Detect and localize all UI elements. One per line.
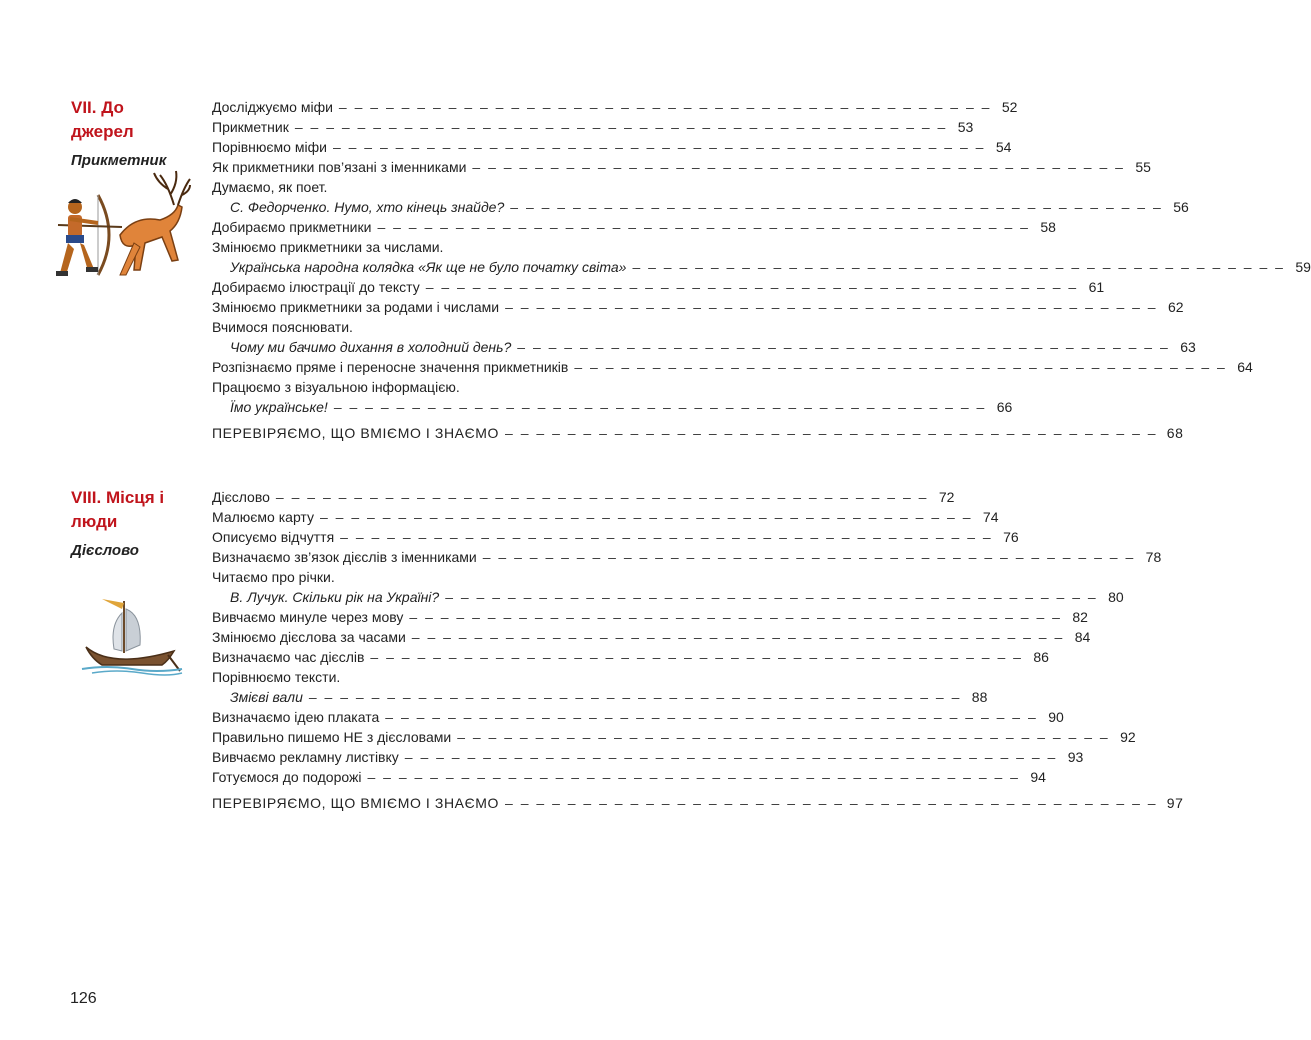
toc-list: [212, 487, 1184, 813]
toc-entry: Порівнюємо тексти.: [212, 669, 341, 685]
ship-icon: [82, 599, 182, 675]
toc-entry[interactable]: Змієві вали – – – – – – – – – – – – – – – – – – – – – – – – – – – – – – – – – – – – – – – – – – 88: [230, 689, 988, 705]
section-title: VIII. Місця і люди: [71, 488, 165, 531]
toc-entry[interactable]: Їмо українське! – – – – – – – – – – – – – – – – – – – – – – – – – – – – – – – – – – – – – – – – – – 66: [230, 399, 1013, 415]
toc-entry[interactable]: Добираємо прикметники – – – – – – – – – – – – – – – – – – – – – – – – – – – – – – – – – – – – – – – – – – 58: [212, 219, 1056, 235]
toc-entry[interactable]: Чому ми бачимо дихання в холодний день? – – – – – – – – – – – – – – – – – – – – – – – – – – – – – – – – – – – – – – – – – – 63: [230, 339, 1196, 355]
sailing-ship-illustration: [82, 595, 182, 675]
toc-entry-review[interactable]: ПЕРЕВІРЯЄМО, ЩО ВМІЄМО І ЗНАЄМО – – – – – – – – – – – – – – – – – – – – – – – – – – – – – – – – – – – – – – – – – – 97: [212, 795, 1184, 811]
page-number: 126: [70, 990, 97, 1007]
toc-entry[interactable]: Досліджуємо міфи – – – – – – – – – – – – – – – – – – – – – – – – – – – – – – – – – – – – – – – – – – 52: [212, 99, 1018, 115]
toc-entry: Змінюємо прикметники за числами.: [212, 239, 444, 255]
toc-entry[interactable]: Визначаємо час дієслів – – – – – – – – – – – – – – – – – – – – – – – – – – – – – – – – – – – – – – – – – – 86: [212, 649, 1049, 665]
toc-entry[interactable]: Готуємося до подорожі – – – – – – – – – – – – – – – – – – – – – – – – – – – – – – – – – – – – – – – – – – 94: [212, 769, 1046, 785]
section-subtitle: Дієслово: [71, 542, 139, 559]
toc-entry[interactable]: Добираємо ілюстрації до тексту – – – – – – – – – – – – – – – – – – – – – – – – – – – – – – – – – – – – – – – – – – 61: [212, 279, 1105, 295]
toc-entry[interactable]: Визначаємо ідею плаката – – – – – – – – – – – – – – – – – – – – – – – – – – – – – – – – – – – – – – – – – – 90: [212, 709, 1064, 725]
toc-entry[interactable]: Порівнюємо міфи – – – – – – – – – – – – – – – – – – – – – – – – – – – – – – – – – – – – – – – – – – 54: [212, 139, 1012, 155]
toc-entry[interactable]: Як прикметники пов’язані з іменниками – – – – – – – – – – – – – – – – – – – – – – – – – – – – – – – – – – – – – – – – – – 55: [212, 159, 1151, 175]
toc-entry: Читаємо про річки.: [212, 569, 335, 585]
toc-entry[interactable]: В. Лучук. Скільки рік на Україні? – – – – – – – – – – – – – – – – – – – – – – – – – – – – – – – – – – – – – – – – – – 80: [230, 589, 1124, 605]
toc-entry[interactable]: Українська народна колядка «Як ще не було початку світа» – – – – – – – – – – – – – – – – – – – – – – – – – – – – – – – – – – – – – – – – – – 59: [230, 259, 1311, 275]
section-title: VII. До джерел: [71, 98, 134, 141]
toc-entry-review[interactable]: ПЕРЕВІРЯЄМО, ЩО ВМІЄМО І ЗНАЄМО – – – – – – – – – – – – – – – – – – – – – – – – – – – – – – – – – – – – – – – – – – 68: [212, 425, 1184, 441]
toc-entry[interactable]: Прикметник – – – – – – – – – – – – – – – – – – – – – – – – – – – – – – – – – – – – – – – – – – 53: [212, 119, 974, 135]
toc-entry[interactable]: Змінюємо дієслова за часами – – – – – – – – – – – – – – – – – – – – – – – – – – – – – – – – – – – – – – – – – – 84: [212, 629, 1091, 645]
toc-entry[interactable]: С. Федорченко. Нумо, хто кінець знайде? – – – – – – – – – – – – – – – – – – – – – – – – – – – – – – – – – – – – – – – – – – 56: [230, 199, 1189, 215]
toc-entry: Працюємо з візуальною інформацією.: [212, 379, 460, 395]
toc-entry[interactable]: Вивчаємо рекламну листівку – – – – – – – – – – – – – – – – – – – – – – – – – – – – – – – – – – – – – – – – – – 93: [212, 749, 1084, 765]
toc-entry[interactable]: Описуємо відчуття – – – – – – – – – – – – – – – – – – – – – – – – – – – – – – – – – – – – – – – – – – 76: [212, 529, 1019, 545]
toc-entry: Думаємо, як поет.: [212, 179, 328, 195]
toc-entry[interactable]: Розпізнаємо пряме і переносне значення прикметників – – – – – – – – – – – – – – – – – – – – – – – – – – – – – – – – – – – – – – – – – – 64: [212, 359, 1253, 375]
toc-entry[interactable]: Дієслово – – – – – – – – – – – – – – – – – – – – – – – – – – – – – – – – – – – – – – – – – – 72: [212, 489, 955, 505]
toc-entry: Вчимося пояснювати.: [212, 319, 353, 335]
section-subtitle: Прикметник: [71, 152, 167, 169]
toc-entry[interactable]: Малюємо карту – – – – – – – – – – – – – – – – – – – – – – – – – – – – – – – – – – – – – – – – – – 74: [212, 509, 999, 525]
toc-entry[interactable]: Змінюємо прикметники за родами і числами – – – – – – – – – – – – – – – – – – – – – – – – – – – – – – – – – – – – – – – – – – 62: [212, 299, 1184, 315]
toc-entry[interactable]: Визначаємо зв’язок дієслів з іменниками – – – – – – – – – – – – – – – – – – – – – – – – – – – – – – – – – – – – – – – – – – 78: [212, 549, 1162, 565]
toc-entry[interactable]: Правильно пишемо НЕ з дієсловами – – – – – – – – – – – – – – – – – – – – – – – – – – – – – – – – – – – – – – – – – – 92: [212, 729, 1136, 745]
toc-entry[interactable]: Вивчаємо минуле через мову – – – – – – – – – – – – – – – – – – – – – – – – – – – – – – – – – – – – – – – – – – 82: [212, 609, 1088, 625]
